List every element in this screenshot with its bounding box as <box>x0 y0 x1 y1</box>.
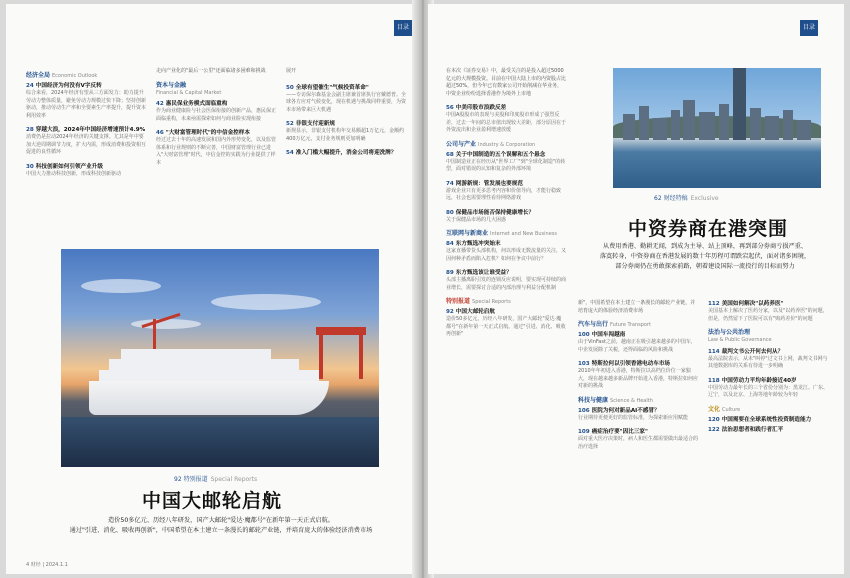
building <box>797 120 811 140</box>
toc-item[interactable]: 122 法治思想者和践行者汇平 <box>708 426 784 433</box>
continued-text: 新"，中国希望在本土建立一条漫长的邮轮产业链，并培育庞大的体验经济消费市场 <box>578 300 696 314</box>
section-en: Financial & Capital Market <box>156 89 222 96</box>
contents-logo: 目录 <box>394 20 412 36</box>
toc-item[interactable]: 54 准入门槛大幅提升，消金公司将迎洗牌？ <box>286 150 397 156</box>
toc-item[interactable]: 103 特斯拉何以引领香港电动车市场 2010年年初进入香港，特斯拉以高档位价位一家独大，现在越来越多新品牌开始进入香港，特斯拉如何应对新的挑战 <box>578 361 699 389</box>
building <box>765 116 779 140</box>
building <box>623 114 635 140</box>
cover-story-tag: 92 特别报道 Special Reports <box>174 476 258 483</box>
section-en: Law & Public Governance <box>708 337 772 343</box>
toc-item[interactable]: 118 中国劳动力平均年龄接近40岁 中国劳动力最年长的三个省份分别为：黑龙江、广东、辽宁，以及北京、上海等地年龄较为年轻 <box>708 377 829 398</box>
cloud <box>211 294 321 310</box>
toc-item[interactable]: 100 中国车闯越南 由于VinFast之前，越南正在吸引越来越多的中国车，中企发展除了关税，还得面临的风险和挑战 <box>578 332 696 353</box>
building <box>719 104 729 140</box>
ship-hull <box>89 381 329 415</box>
building <box>783 110 793 140</box>
toc-item[interactable]: 106 医院为何对新品AI不感冒？ 行业期待更便更好的监管标准，为探索新应用赋能 <box>578 407 689 421</box>
toc-item[interactable]: 120 中国需要在全球系统性投资制造能力 <box>708 416 812 423</box>
feature-headline: 中资券商在港突围 <box>628 218 789 240</box>
section-title: 汽车与出行 Future Transport <box>578 321 651 328</box>
right-page <box>428 4 844 574</box>
toc-item[interactable]: 42 惠民保业务模式面临重构 作为商业健康险与社会医保衔接的创新产品，惠民保正面临重构，未来亟需探索如何与商业险实现衔接 <box>156 101 277 122</box>
cover-headline: 中国大邮轮启航 <box>142 490 283 512</box>
section-title: 科技与健康 Science & Health <box>578 396 653 404</box>
continued-text: 展开 <box>286 68 297 74</box>
feature-tag: 62 财经特稿 Exclusive <box>654 195 719 202</box>
gantry-crane <box>316 327 366 335</box>
left-col-2 <box>156 68 278 173</box>
water <box>61 417 379 467</box>
left-col-3 <box>286 68 408 163</box>
building <box>750 108 761 140</box>
continued-text: 走向产业化的"最后一公里"还面临诸多困难和挑战 <box>156 68 266 74</box>
cover-dek: 造价50多亿元、历经八年研发，国产大邮轮"爱达·魔都号"在新年第一天正式启航。 通过"引进、消化、吸收再创新"，中国希望在本土建立一条漫长的邮轮产业链，并培育庞大的体验经济消费市场 <box>69 517 373 534</box>
section-title: 文化 Culture <box>708 405 741 413</box>
toc-item[interactable]: 89 东方甄选该让谁受益？ 头部主播离职引发的连锁反应说明，要实现可持续的商业增长，需要探讨合适的内部治理与利益分配机制 <box>446 270 567 291</box>
building <box>671 110 680 140</box>
gantry-crane <box>359 335 363 379</box>
right-col-1 <box>446 68 566 345</box>
tower <box>733 68 746 140</box>
building <box>653 118 667 140</box>
cruise-ship-photo <box>61 249 379 467</box>
toc-item[interactable]: 46 "大财富管理时代"的中信金控样本 经过过去十年的高速发展和国内外形势变化，以及监管体系和行业规则的不断完善，中国财富管理行业已进入"大财富管理"时代，中信金控的实践为行业提供了样本 <box>156 130 277 166</box>
toc-item[interactable]: 114 裁判文书公开何去何从？ 最高法院表示，从未"叫停"过文书上网，裁判文书网与其他数据库的关系有待进一步明确 <box>708 348 828 369</box>
right-col-3 <box>708 300 832 440</box>
toc-item[interactable]: 74 网游新规：管发展也要规范 游戏企业只有更多思考内容和价值导向，才能行稳致远，社会也需要理性看待网络游戏 <box>446 180 562 201</box>
toc-item[interactable]: 52 非银支付迎新规 新规显示，非银支付机构年交易额超1万亿元，金额约400万亿元，支付业务规则更加明确 <box>286 121 405 142</box>
contents-logo: 目录 <box>800 20 818 36</box>
gantry-crane <box>319 335 323 379</box>
section-title: 资本与金融 <box>156 81 187 89</box>
hong-kong-skyline-photo <box>613 68 821 188</box>
section-title: 经济全局 Economic Outlook <box>26 72 98 79</box>
cloud <box>81 279 161 293</box>
toc-item[interactable]: 68 关于中国制造的五个误解和五个悬念 中国制造业正在经历从"世界工厂"到"全球化制造"的转型，面对错误的认知和复杂的外部环境 <box>446 151 566 172</box>
toc-item[interactable]: 50 全球有望催生"气候投资革命" ——专访保尔森基金会副主席兼首席执行官戴德普。全球各方应对气候变化，现在机遇与挑战同样重要，为资本市场带来巨大机遇 <box>286 84 407 113</box>
section-title: 公司与产业 Industry & Corporation <box>446 140 536 148</box>
building <box>639 106 649 140</box>
page-footer: 4 财经 | 2024.1.1 <box>26 562 68 568</box>
feature-dek: 从费用香港、勤耕无闻，到成为主导、站上顶峰，再到部分券商亏损严重、 落寞转身，中资券商在香港发展的数十年历程可谓跌宕起伏，面对诸多困境， 部分券商仍在勇敢探索前路，朝着建设国际一流投行的目标而努力 <box>599 243 811 270</box>
building <box>683 100 695 140</box>
toc-item[interactable]: 28 穿越大浪，2024年中国经济增速预计4.9% 消费仍是拉动2024年经济的关键支撑。尤其是年中要加大逆周期调节力度，扩大内需，形成消费和投资相互促进的良性循环 <box>26 127 147 155</box>
toc-item[interactable]: 84 东方甄选冲突始末 这家直播带货头部机构，何以形成无数流量的关注，又因何种矛盾而陷入危机？如何在争议中前行？ <box>446 241 567 262</box>
section-title: 法治与公共治理 <box>708 329 751 336</box>
toc-item[interactable]: 92 中国大邮轮启航 造价50多亿元，历经八年研发，国产大邮轮"爱达·魔都号"在新年第一天正式启航。通过"引进、消化、吸收再创新" <box>446 309 566 337</box>
building <box>699 112 715 140</box>
right-col-2 <box>578 300 698 457</box>
section-title: 特别报道 Special Reports <box>446 298 511 305</box>
continued-text: 在本次《证券交易》中，最受关注的是投入超过5000亿元的大规模投资。目前在中国大陆上市的内资股占比超过50%，但今年已有数家公司开始削减在华业务，中资企业纷纷选择香港作为境外上市地 <box>446 68 567 97</box>
toc-item[interactable]: 30 科技创新如何引领产业升级 中国大力推动科技创新，形成科技创新驱动 <box>26 163 122 177</box>
toc-item[interactable]: 112 美国如何解决"以药养医" 美国基本上解决了医药分家，以及"以药养医"的问题，但是，仍然留下了医院可以有"购药差价"的问题 <box>708 301 828 322</box>
left-page <box>6 4 416 574</box>
toc-item[interactable]: 24 中国经济为何没有V字反转 综合来看，2024年经济有望从三方面发力：助力提升劳动力整体质量，避免劳动力规模过快下降；坚持创新驱动，推动劳动生产率和全要素生产率提升，提升资本利用效率 <box>26 83 147 119</box>
left-col-1 <box>26 68 148 184</box>
toc-item[interactable]: 80 保健品市场能否保持健康增长？ 关于保健品市场的几大困惑 <box>446 209 535 223</box>
toc-item[interactable]: 56 中美印股市浪跌反差 中国A股股市的表现与美股和印度股市形成了强烈反差，过去一年间的总市值出现较大差距，部分原因在于外资流出和企业盈利增速放缓 <box>446 105 567 133</box>
section-title: 互联网与新商业 Internet and New Business <box>446 230 557 237</box>
toc-item[interactable]: 109 癌症治疗要"因比三家" 面对重大医疗决策时，病人和医生都需要做出最适合的治疗选择 <box>578 429 699 450</box>
